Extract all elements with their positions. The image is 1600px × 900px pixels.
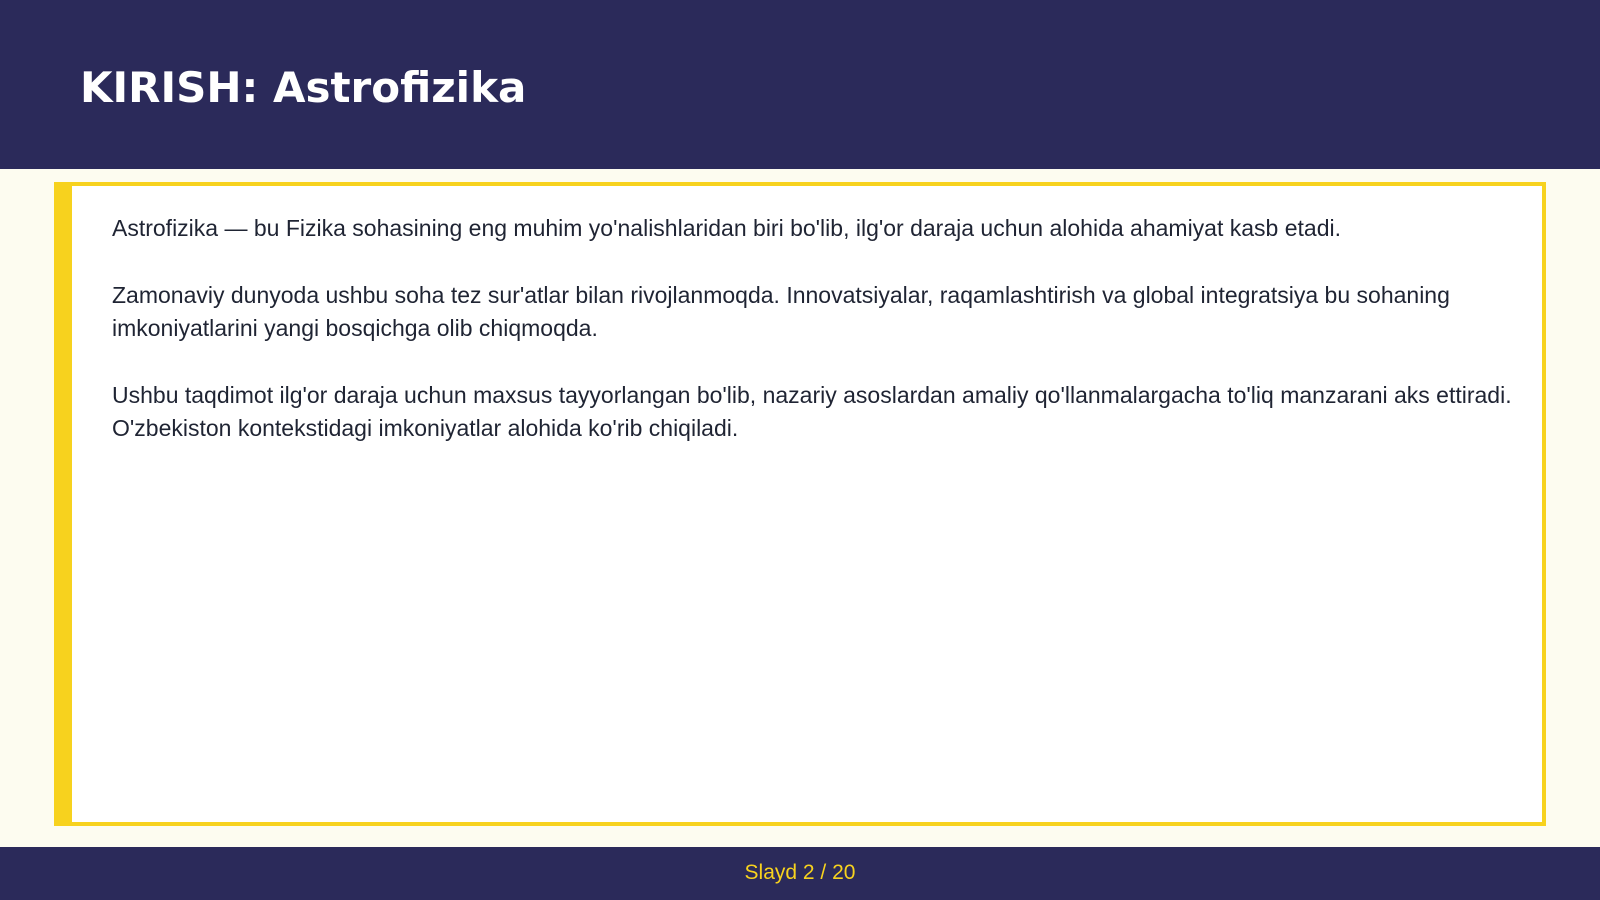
slide-footer (0, 847, 1600, 900)
content-panel (54, 182, 1546, 826)
paragraph-modern-world: Zamonaviy dunyoda ushbu soha tez sur'atlar bilan rivojlanmoqda. Innovatsiyalar, raqamlashtirish va global integratsiya bu sohaning imkoniyatlarini yangi bosqichga olib chiqmoqda. (112, 282, 1450, 341)
slide-header (0, 0, 1600, 169)
paragraph-presentation-scope: Ushbu taqdimot ilg'or daraja uchun maxsus tayyorlangan bo'lib, nazariy asoslardan amaliy qo'llanmalargacha to'liq manzarani aks ettiradi. O'zbekiston kontekstidagi imkoniyatlar alohida ko'rib chiqiladi. (112, 382, 1512, 441)
slide-title: KIRISH: Astrofizika (80, 63, 527, 112)
paragraph-intro: Astrofizika — bu Fizika sohasining eng muhim yo'nalishlaridan biri bo'lib, ilg'or daraja uchun alohida ahamiyat kasb etadi. (112, 215, 1341, 241)
slide-counter: Slayd 2 / 20 (744, 861, 856, 884)
content-body (112, 212, 1512, 479)
